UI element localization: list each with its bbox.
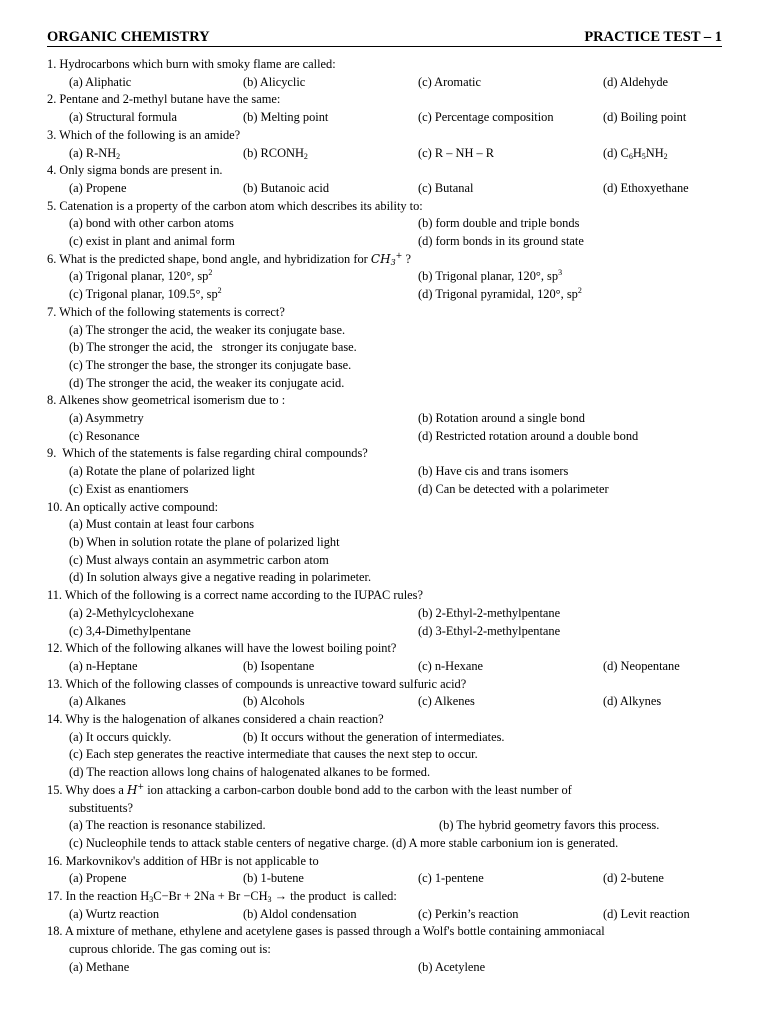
option-d: (d) Neopentane [603, 658, 680, 673]
question-18-line-2: cuprous chloride. The gas coming out is: [69, 942, 271, 957]
option-c [69, 286, 418, 304]
question-17-options [47, 906, 722, 924]
option-d: (d) Aldehyde [603, 74, 669, 89]
option-b [243, 145, 418, 163]
option-a: (a) Must contain at least four carbons [69, 517, 255, 532]
subject-title: ORGANIC CHEMISTRY [47, 29, 210, 45]
option-b-text: (b) Trigonal planar, 120°, sp [418, 269, 559, 284]
option-b: (b) Acetylene [418, 959, 486, 974]
option-c: (c) Alkenes [418, 694, 475, 709]
option-c: (c) The stronger the base, the stronger its conjugate base. [69, 357, 352, 372]
question-18: 18. A mixture of methane, ethylene and acetylene gases is passed through a Wolf's bottle containing ammoniacal [47, 924, 605, 939]
option-a: (a) Propene [69, 180, 127, 195]
question-14: 14. Why is the halogenation of alkanes considered a chain reaction? [47, 712, 384, 727]
question-4: 4. Only sigma bonds are present in. [47, 163, 223, 178]
option-b-text: (b) RCONH [243, 145, 304, 160]
option-a: (a) bond with other carbon atoms [69, 216, 234, 231]
option-a: (a) Propene [69, 871, 127, 886]
question-3: 3. Which of the following is an amide? [47, 127, 241, 142]
question-17-text-end: → the product is called: [271, 889, 397, 904]
option-a: (a) Alkanes [69, 694, 126, 709]
test-title: PRACTICE TEST – 1 [584, 29, 722, 45]
option-c: (c) Butanal [418, 180, 474, 195]
option-b: (b) Rotation around a single bond [418, 411, 585, 426]
option-c-and-d: (c) Nucleophile tends to attack stable centers of negative charge. (d) A more stable carbonium ion is generated. [69, 835, 619, 850]
option-c: (c) 3,4-Dimethylpentane [69, 623, 191, 638]
question-13: 13. Which of the following classes of compounds is unreactive toward sulfuric acid? [47, 676, 467, 691]
option-a-text: (a) Trigonal planar, 120°, sp [69, 269, 209, 284]
option-d: (d) Restricted rotation around a double bond [418, 428, 639, 443]
question-1-options [47, 74, 722, 92]
option-d: (d) form bonds in its ground state [418, 234, 584, 249]
option-d: (d) Alkynes [603, 694, 662, 709]
question-8-options-ab [47, 410, 722, 428]
question-17-text-mid: C−Br + 2Na + Br −CH [153, 889, 268, 904]
page-header [47, 28, 722, 47]
option-c: (c) Perkin’s reaction [418, 906, 519, 921]
option-d: (d) The stronger the acid, the weaker its conjugate acid. [69, 375, 345, 390]
ion-formula [127, 783, 144, 797]
option-a: (a) It occurs quickly. [69, 729, 172, 744]
question-8-options-cd [47, 428, 722, 446]
option-b: (b) Melting point [243, 110, 329, 125]
option-c: (c) exist in plant and animal form [69, 234, 235, 249]
question-10: 10. An optically active compound: [47, 499, 219, 514]
question-9-options-ab [47, 463, 722, 481]
question-6-options-ab [47, 268, 722, 286]
question-3-options [47, 145, 722, 163]
question-4-options [47, 180, 722, 198]
question-8: 8. Alkenes show geometrical isomerism due to : [47, 393, 286, 408]
question-5: 5. Catenation is a property of the carbon atom which describes its ability to: [47, 198, 423, 213]
option-a: (a) The stronger the acid, the weaker its conjugate base. [69, 322, 346, 337]
subscript: 2 [116, 151, 121, 161]
option-a-text: (a) R-NH [69, 145, 117, 160]
option-d: (d) Boiling point [603, 110, 687, 125]
option-b: (b) 2-Ethyl-2-methylpentane [418, 605, 561, 620]
option-b: (b) Alicyclic [243, 74, 306, 89]
option-a: (a) Structural formula [69, 110, 178, 125]
subscript: 3 [267, 895, 272, 905]
option-a: (a) The reaction is resonance stabilized. [69, 818, 266, 833]
question-6-text-end: ? [402, 251, 411, 266]
ion-subscript: 3 [390, 257, 396, 267]
option-d-text: NH [645, 145, 664, 160]
option-d: (d) 3-Ethyl-2-methylpentane [418, 623, 561, 638]
question-13-options [47, 693, 722, 711]
option-c: (c) n-Hexane [418, 658, 484, 673]
option-c: (c) Exist as enantiomers [69, 481, 189, 496]
superscript: 3 [558, 268, 563, 278]
option-b: (b) Have cis and trans isomers [418, 464, 569, 479]
option-d: (d) 2-butene [603, 871, 664, 886]
question-17-text: 17. In the reaction H [47, 889, 150, 904]
question-12: 12. Which of the following alkanes will have the lowest boiling point? [47, 641, 397, 656]
option-b: (b) The hybrid geometry favors this process. [439, 818, 660, 833]
question-7: 7. Which of the following statements is correct? [47, 304, 285, 319]
option-b: (b) Butanoic acid [243, 180, 330, 195]
option-c-text: (c) Trigonal planar, 109.5°, sp [69, 287, 218, 302]
question-1: 1. Hydrocarbons which burn with smoky flame are called: [47, 57, 336, 71]
ion-base: H [126, 782, 138, 797]
question-14-options-ab [47, 729, 722, 747]
subscript: 6 [628, 151, 633, 161]
superscript: 2 [208, 268, 213, 278]
option-a: (a) n-Heptane [69, 658, 138, 673]
question-17 [47, 888, 722, 906]
option-d-text: (d) Trigonal pyramidal, 120°, sp [418, 287, 578, 302]
option-a: (a) 2-Methylcyclohexane [69, 605, 194, 620]
option-b: (b) Alcohols [243, 694, 305, 709]
ion-formula [371, 252, 402, 266]
question-12-options [47, 658, 722, 676]
option-b [418, 268, 562, 286]
option-d-text: (d) C [603, 145, 629, 160]
option-a [69, 268, 418, 286]
option-c: (c) Resonance [69, 428, 140, 443]
superscript: 2 [217, 286, 222, 296]
question-6-options-cd [47, 286, 722, 304]
question-5-options-ab [47, 215, 722, 233]
ion-charge: + [137, 781, 145, 791]
option-c: (c) Each step generates the reactive intermediate that causes the next step to occur. [69, 747, 478, 762]
option-c: (c) 1-pentene [418, 871, 484, 886]
ion-charge: + [395, 250, 403, 260]
question-9: 9. Which of the statements is false regarding chiral compounds? [47, 446, 368, 461]
option-a: (a) Asymmetry [69, 411, 144, 426]
option-b: (b) Aldol condensation [243, 906, 357, 921]
question-6-text: 6. What is the predicted shape, bond angle, and hybridization for [47, 251, 371, 266]
question-16-options [47, 870, 722, 888]
option-b: (b) It occurs without the generation of intermediates. [243, 729, 505, 744]
option-b: (b) Isopentane [243, 658, 315, 673]
question-15-text-end: ion attacking a carbon-carbon double bond add to the carbon with the least number of [144, 782, 572, 797]
option-b: (b) 1-butene [243, 871, 304, 886]
option-c: (c) Must always contain an asymmetric carbon atom [69, 552, 329, 567]
option-c: (c) Aromatic [418, 74, 481, 89]
question-15-line-2: substituents? [69, 800, 134, 815]
question-2-options [47, 109, 722, 127]
question-16: 16. Markovnikov's addition of HBr is not applicable to [47, 853, 319, 868]
question-18-options-ab [47, 959, 722, 977]
test-page [47, 28, 722, 977]
option-d: (d) In solution always give a negative reading in polarimeter. [69, 570, 372, 585]
option-d [603, 145, 668, 163]
question-11-options-ab [47, 605, 722, 623]
option-d: (d) The reaction allows long chains of halogenated alkanes to be formed. [69, 765, 431, 780]
subscript: 5 [641, 151, 646, 161]
option-d-text: H [632, 145, 642, 160]
option-a: (a) Rotate the plane of polarized light [69, 464, 255, 479]
subscript: 2 [663, 151, 668, 161]
option-d: (d) Levit reaction [603, 906, 690, 921]
question-15-options-ab [47, 817, 722, 835]
question-6 [47, 251, 722, 269]
subscript: 2 [303, 151, 308, 161]
option-d: (d) Can be detected with a polarimeter [418, 481, 609, 496]
superscript: 2 [577, 286, 582, 296]
option-d [418, 286, 582, 304]
ion-base: CH [370, 251, 391, 266]
question-15-text: 15. Why does a [47, 782, 127, 797]
option-d: (d) Ethoxyethane [603, 180, 689, 195]
option-a: (a) Wurtz reaction [69, 906, 160, 921]
question-11: 11. Which of the following is a correct name according to the IUPAC rules? [47, 588, 423, 603]
question-9-options-cd [47, 481, 722, 499]
option-a [69, 145, 243, 163]
option-b: (b) When in solution rotate the plane of polarized light [69, 534, 340, 549]
option-b: (b) form double and triple bonds [418, 216, 580, 231]
option-a: (a) Methane [69, 959, 130, 974]
option-b: (b) The stronger the acid, the stronger its conjugate base. [69, 340, 357, 355]
question-15 [47, 782, 722, 800]
option-c: (c) Percentage composition [418, 110, 554, 125]
question-2: 2. Pentane and 2-methyl butane have the same: [47, 92, 281, 107]
subscript: 3 [149, 895, 154, 905]
option-a: (a) Aliphatic [69, 74, 132, 89]
option-c: (c) R – NH – R [418, 145, 495, 160]
question-5-options-cd [47, 233, 722, 251]
question-11-options-cd [47, 623, 722, 641]
